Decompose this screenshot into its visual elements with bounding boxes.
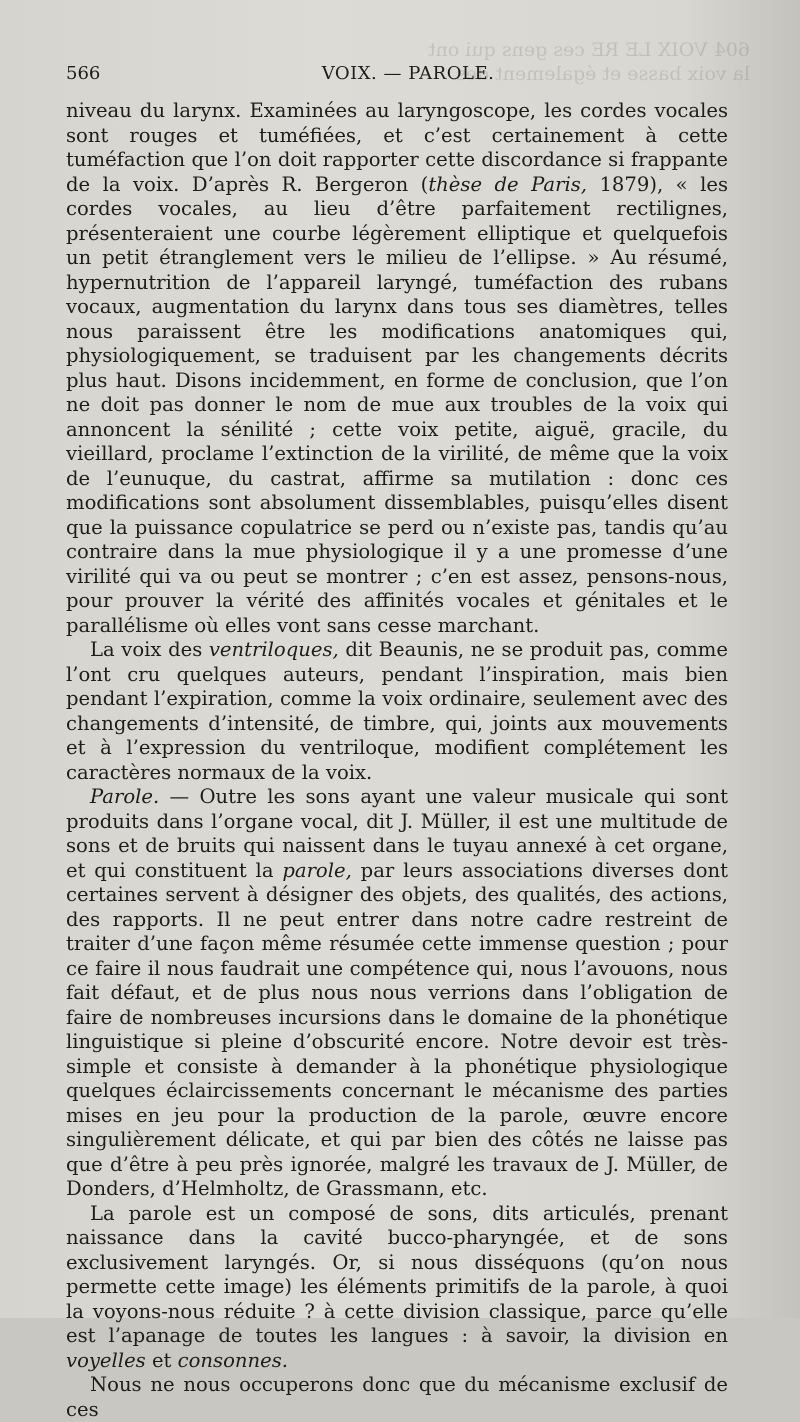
paragraph bbox=[66, 785, 728, 1202]
paragraph bbox=[66, 1202, 728, 1374]
text-run: niveau du larynx. Examinées au laryngoscope, les cordes vocales sont rouges et tuméfiées, et c’est certainement à cette tuméfaction que l’on doit rapporter cette discordance si frappante de la voix. D’après R. Bergeron ( bbox=[66, 99, 728, 196]
body-text bbox=[66, 99, 728, 1422]
italic-text: voyelles bbox=[66, 1348, 146, 1372]
text-run: et bbox=[145, 1348, 178, 1372]
text-run: La parole est un composé de sons, dits articulés, prenant naissance dans la cavité bucco-pharyngée, et de sons exclusivement laryngés. Or, si nous disséquons (qu’on nous permette cette image) les éléments primitifs de la parole, à quoi la voyons-nous réduite ? à cette division classique, parce qu’elle est l’apanage de toutes les langues : à savoir, la division en bbox=[66, 1201, 728, 1347]
running-head: VOIX. — PAROLE. bbox=[321, 63, 495, 84]
italic-text: parole, bbox=[282, 858, 352, 882]
italic-text: thèse de Paris, bbox=[428, 172, 587, 196]
paragraph bbox=[66, 638, 728, 785]
italic-text: Parole. bbox=[90, 785, 160, 808]
text-run: dit Beaunis, ne se produit pas, comme l’ont cru quelques auteurs, pendant l’inspiration, mais bien pendant l’expiration, comme la voix ordinaire, seulement avec des changements d’intensité, de timbre, qui, joints aux mouvements et à l’expression du ventriloque, modifient complétement les caractères normaux de la voix. bbox=[66, 638, 728, 784]
page-number: 566 bbox=[66, 63, 101, 84]
italic-text: ventriloques, bbox=[208, 638, 339, 661]
text-run: — Outre les sons ayant une valeur musicale qui sont produits dans l’organe vocal, dit J. Müller, il est une multitude de sons et de bruits qui naissent dans le tuyau annexé à cet organe, et qui constituent la bbox=[66, 785, 728, 882]
text-run: 1879), « les cordes vocales, au lieu d’être parfaitement rectilignes, présenteraient une courbe légèrement elliptique et quelquefois un petit étranglement vers le milieu de l’ellipse. » Au résumé, hypernutrition de l’appareil laryngé, tuméfaction des rubans vocaux, augmentation du larynx dans tous ses diamètres, telles nous paraissent être les modifications anatomiques qui, physiologiquement, se traduisent par les changements décrits plus haut. Disons incidemment, en forme de conclusion, que l’on ne doit pas donner le nom de mue aux troubles de la voix qui annoncent la sénilité ; cette voix petite, aiguë, gracile, du vieillard, proclame l’extinction de la virilité, de même que la voix de l’eunuque, du castrat, affirme sa mutilation : donc ces modifications sont absolument dissemblables, puisqu’elles disent que la puissance copulatrice se perd ou n’existe pas, tandis qu’au contraire dans la mue physiologique il y a une promesse d’une virilité qui va ou peut se montrer ; c’en est assez, pensons-nous, pour prouver la vérité des affinités vocales et génitales et le parallélisme où elles vont sans cesse marchant. bbox=[66, 172, 729, 637]
page-header bbox=[66, 63, 730, 89]
text-run: Nous ne nous occuperons donc que du mécanisme exclusif de ces bbox=[66, 1373, 728, 1421]
text-run: par leurs associations diverses dont certaines servent à désigner des objets, des qualités, des actions, des rapports. Il ne peut entrer dans notre cadre restreint de traiter d’une façon même résumée cette immense question ; pour ce faire il nous faudrait une compétence qui, nous l’avouons, nous fait défaut, et de plus nous nous verrions dans l’obligation de faire de nombreuses incursions dans le domaine de la phonétique linguistique si pleine d’obscurité encore. Notre devoir est très-simple et consiste à demander à la phonétique physiologique quelques éclaircissements concernant le mécanisme des parties mises en jeu pour la production de la parole, œuvre encore singulièrement délicate, et qui par bien des côtés ne laisse pas que d’être à peu près ignorée, malgré les travaux de J. Müller, de Donders, d’Helmholtz, de Grassmann, etc. bbox=[66, 858, 728, 1200]
paragraph bbox=[66, 1373, 728, 1422]
paragraph bbox=[66, 99, 728, 638]
bleed-through-text: 604 VOIX LE RE ces gens qui ont la voix basse et également des bbox=[427, 39, 750, 85]
text-run: La voix des bbox=[90, 638, 209, 661]
italic-text: consonnes. bbox=[177, 1348, 289, 1372]
